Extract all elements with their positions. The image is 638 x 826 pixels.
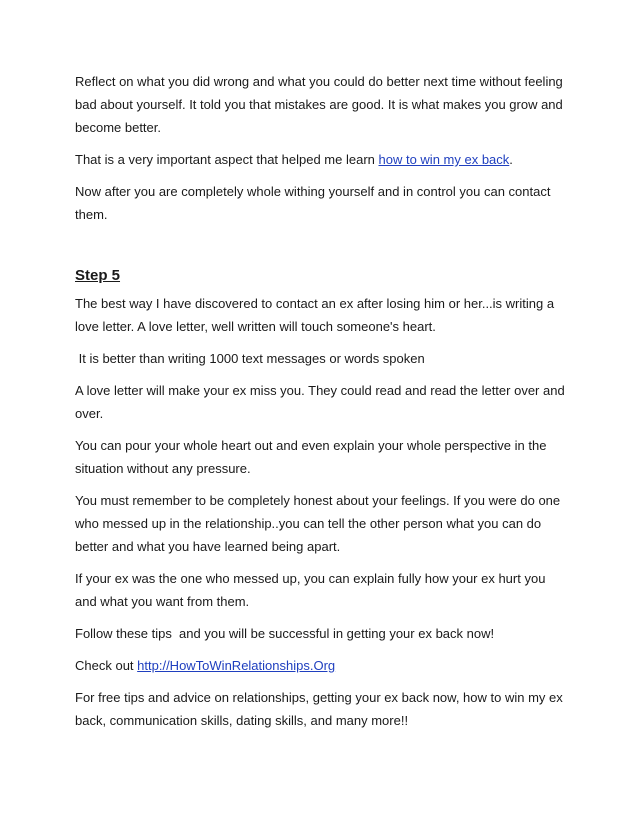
paragraph-free-tips: For free tips and advice on relationships, getting your ex back now, how to win my ex back, communication skills, dating skills, and many more!! [75,690,563,728]
paragraph-pour-heart: You can pour your whole heart out and even explain your whole perspective in the situation without any pressure. [75,438,547,476]
document-page [75,70,570,741]
paragraph-be-honest: You must remember to be completely honest about your feelings. If you were do one who messed up in the relationship..you can tell the other person what you can do better and what you have learned being apart. [75,493,561,554]
paragraph-reflect: Reflect on what you did wrong and what you could do better next time without feeling bad about yourself. It told you that mistakes are good. It is what makes you grow and become better. [75,74,563,135]
howtowinrelationships-link[interactable]: http://HowToWinRelationships.Org [137,658,336,673]
paragraph-contact-them: Now after you are completely whole withing yourself and in control you can contact them. [75,184,551,222]
paragraph-best-way: The best way I have discovered to contact an ex after losing him or her...is writing a love letter. A love letter, well written will touch someone's heart. [75,296,555,334]
paragraph-text: That is a very important aspect that helped me learn [75,152,379,167]
how-to-win-ex-back-link[interactable]: how to win my ex back [378,152,510,167]
paragraph-text-messages: It is better than writing 1000 text messages or words spoken [75,351,425,366]
paragraph-ex-messed-up: If your ex was the one who messed up, you can explain fully how your ex hurt you and what you want from them. [75,571,546,609]
paragraph-check-out [75,654,570,677]
paragraph-text: . [509,152,513,167]
paragraph-miss-you: A love letter will make your ex miss you. They could read and read the letter over and over. [75,383,565,421]
paragraph-follow-tips: Follow these tips and you will be successful in getting your ex back now! [75,626,495,641]
step-5-heading: Step 5 [75,267,121,284]
paragraph-important-aspect [75,148,570,171]
paragraph-text: Check out [75,658,138,673]
